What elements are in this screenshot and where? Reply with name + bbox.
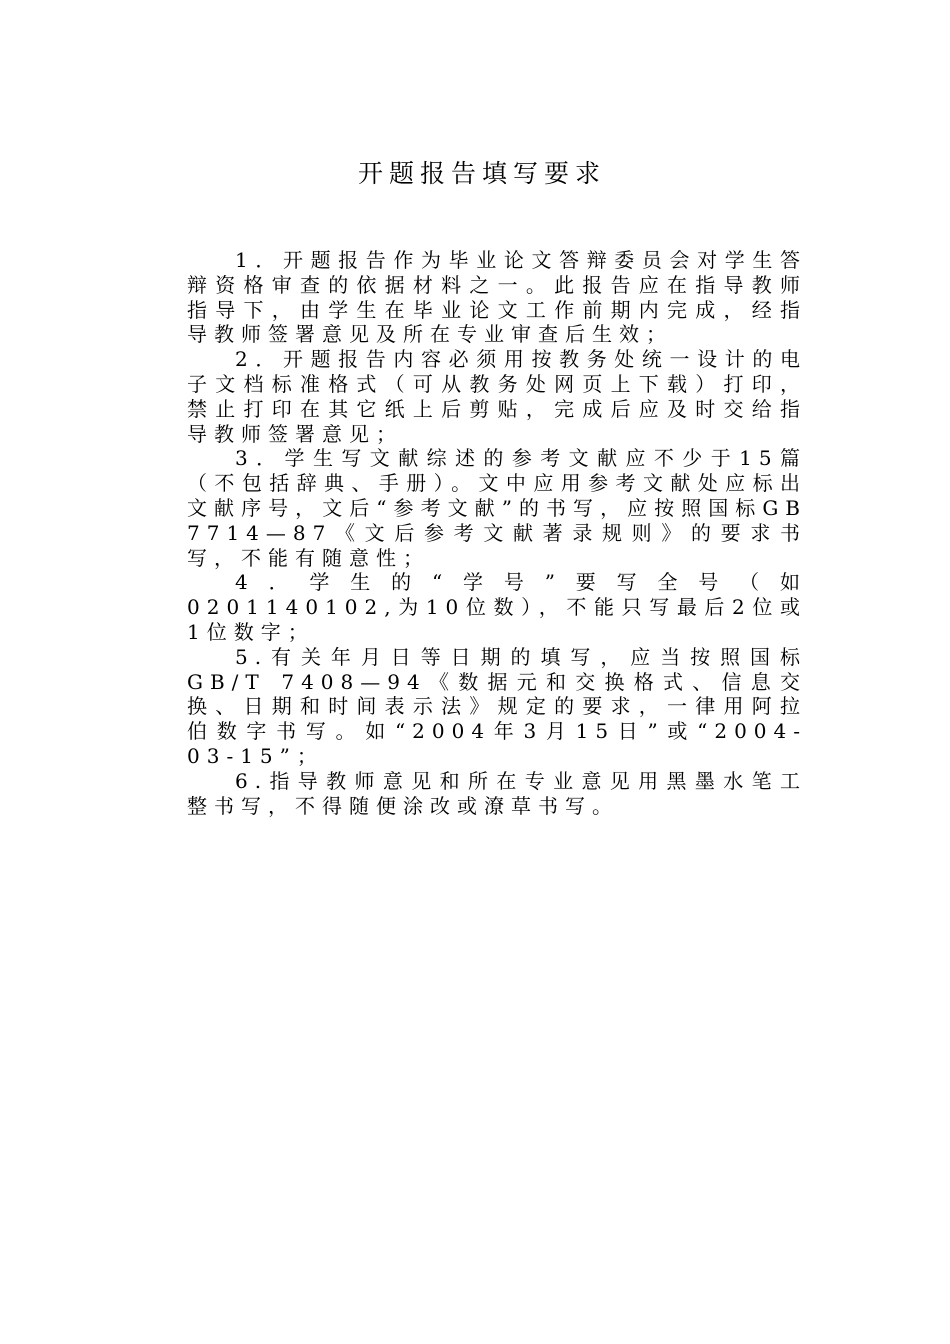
requirement-item-6: 6.指导教师意见和所在专业意见用黑墨水笔工整书写，不得随便涂改或潦草书写。 bbox=[187, 768, 807, 818]
requirement-item-5: 5.有关年月日等日期的填写，应当按照国标GB/T 7408—94《数据元和交换格式、信息交换、日期和时间表示法》规定的要求，一律用阿拉伯数字书写。如“2004年3月15日”或“2004-03-15”； bbox=[187, 644, 807, 768]
requirement-item-4: 4．学生的“学号”要写全号（如0201140102,为10位数），不能只写最后2位或1位数字； bbox=[187, 570, 807, 644]
requirement-item-1: 1．开题报告作为毕业论文答辩委员会对学生答辩资格审查的依据材料之一。此报告应在指导教师指导下，由学生在毕业论文工作前期内完成，经指导教师签署意见及所在专业审查后生效； bbox=[187, 248, 807, 347]
requirement-item-3: 3．学生写文献综述的参考文献应不少于15篇（不包括辞典、手册）。文中应用参考文献处应标出文献序号，文后“参考文献”的书写，应按照国标GB 7714—87《文后参考文献著录规则》的要求书写，不能有随意性； bbox=[187, 446, 807, 570]
document-title: 开题报告填写要求 bbox=[357, 159, 606, 188]
requirement-item-2: 2．开题报告内容必须用按教务处统一设计的电子文档标准格式（可从教务处网页上下载）打印，禁止打印在其它纸上后剪贴，完成后应及时交给指导教师签署意见； bbox=[187, 347, 807, 446]
requirements-list bbox=[187, 248, 807, 818]
